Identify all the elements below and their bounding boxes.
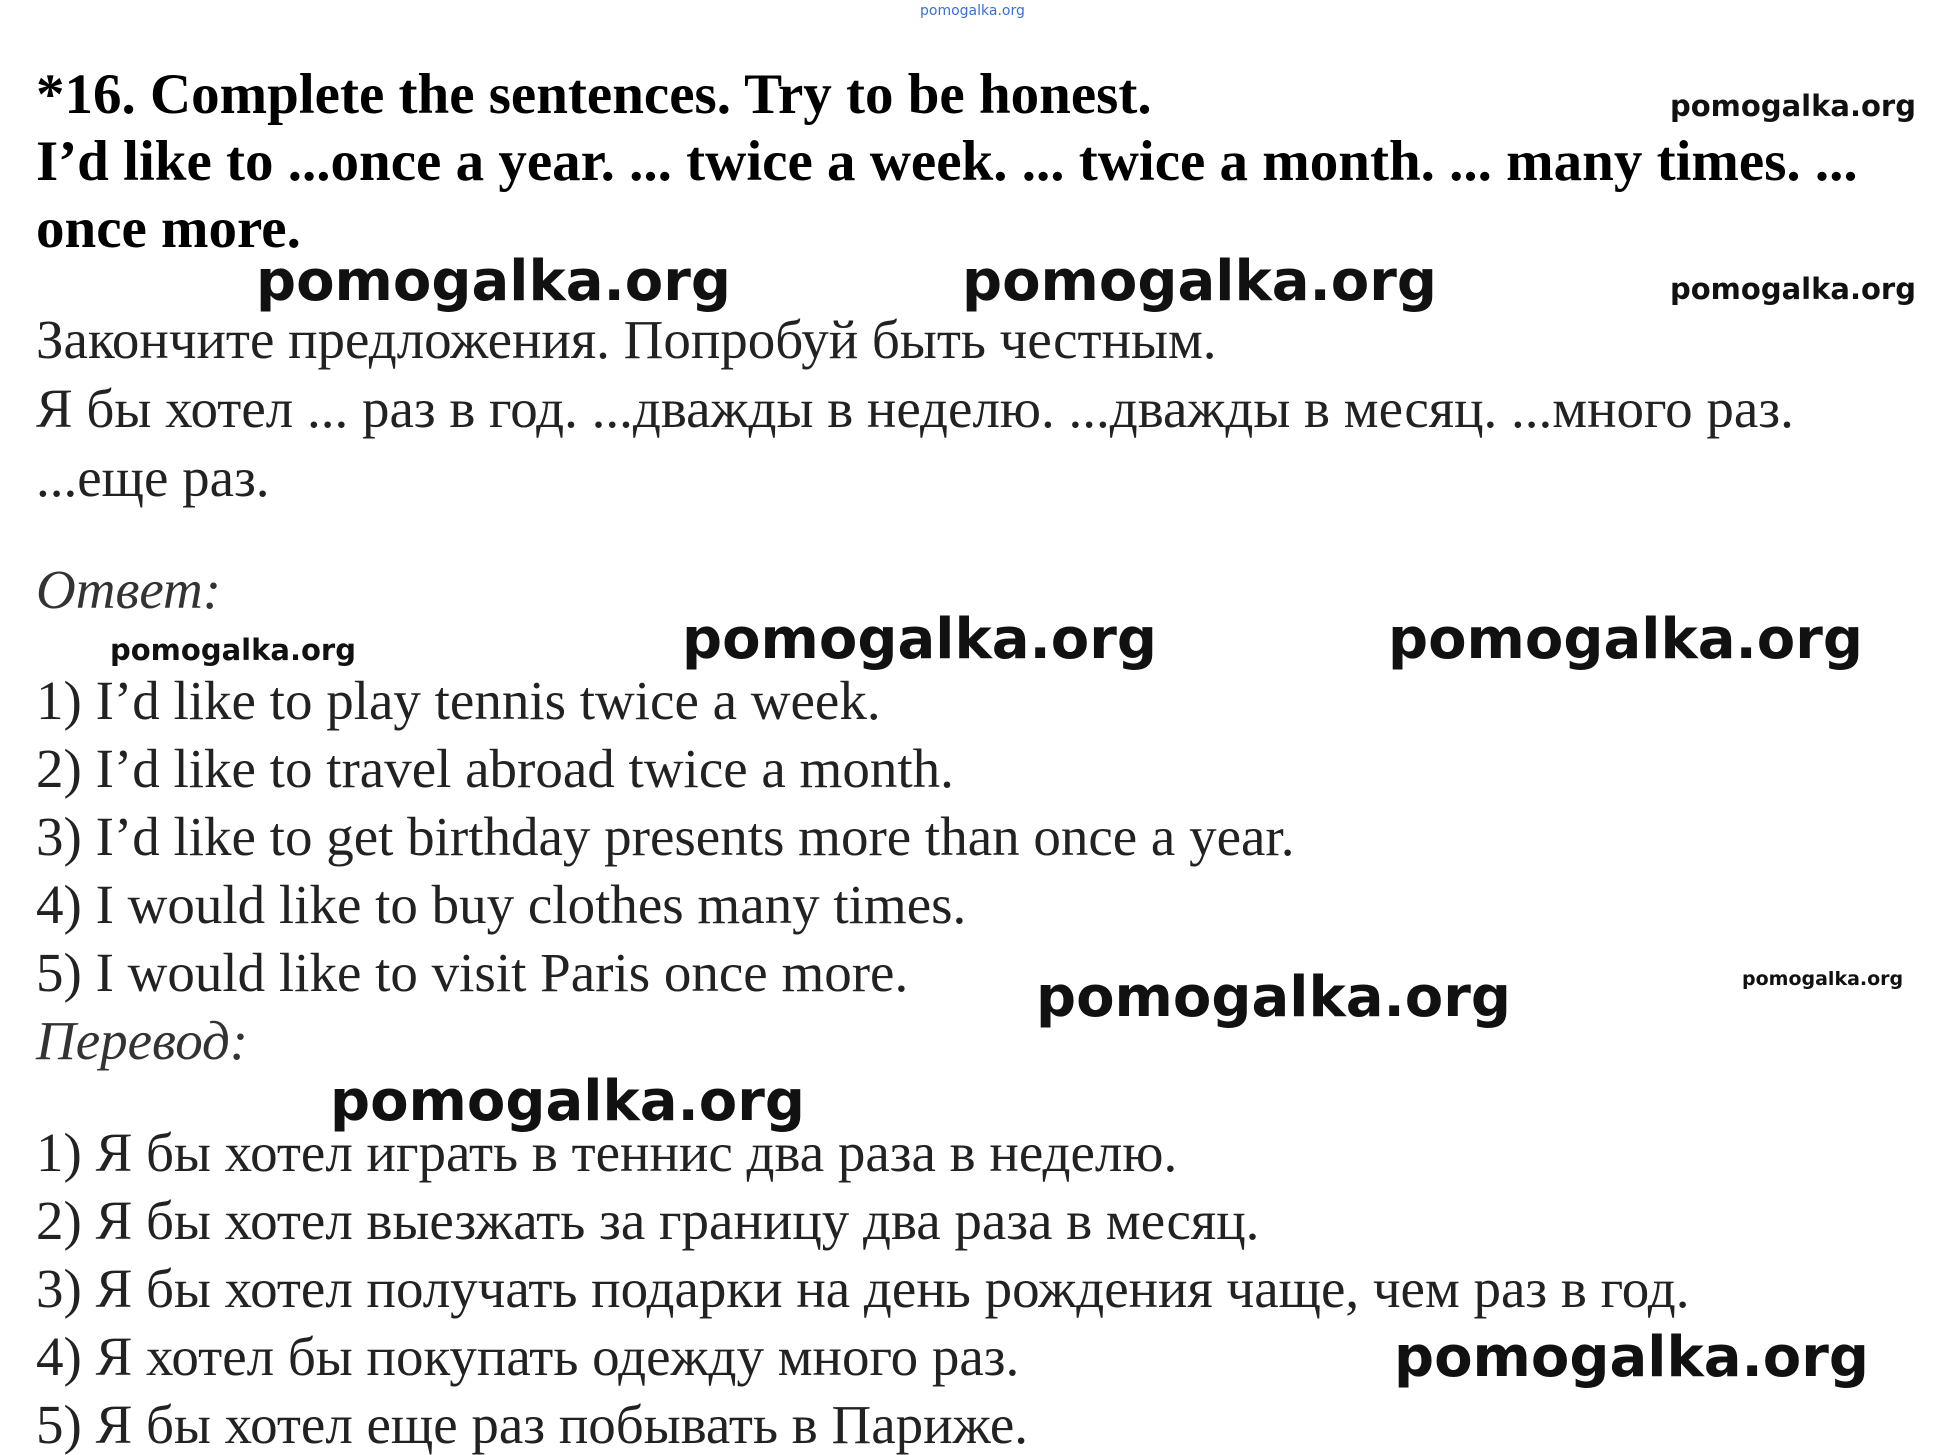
watermark: pomogalka.org: [110, 633, 356, 667]
translation-label: Перевод:: [36, 1010, 249, 1071]
watermark: pomogalka.org: [962, 249, 1437, 314]
answer-label: Ответ:: [36, 559, 222, 620]
watermark: pomogalka.org: [330, 1069, 805, 1134]
answer-item-1: 1) I’d like to play tennis twice a week.: [36, 670, 881, 731]
watermark: pomogalka.org: [256, 249, 731, 314]
watermark: pomogalka.org: [1670, 89, 1916, 123]
watermark: pomogalka.org: [682, 607, 1157, 672]
watermark: pomogalka.org: [1388, 607, 1863, 672]
header-watermark: pomogalka.org: [920, 3, 1025, 19]
translation-item-3: 3) Я бы хотел получать подарки на день рождения чаще, чем раз в год.: [36, 1258, 1690, 1319]
answer-item-5: 5) I would like to visit Paris once more.: [36, 942, 909, 1003]
answer-item-3: 3) I’d like to get birthday presents more than once a year.: [36, 806, 1295, 867]
translation-item-2: 2) Я бы хотел выезжать за границу два раза в месяц.: [36, 1190, 1260, 1251]
answer-item-4: 4) I would like to buy clothes many times.: [36, 874, 967, 935]
task-translation-line-3: ...еще раз.: [36, 447, 270, 508]
task-translation-line-2: Я бы хотел ... раз в год. ...дважды в неделю. ...дважды в месяц. ...много раз.: [36, 378, 1794, 439]
translation-item-5: 5) Я бы хотел еще раз побывать в Париже.: [36, 1394, 1029, 1455]
watermark: pomogalka.org: [1670, 272, 1916, 306]
task-title: *16. Complete the sentences. Try to be honest.: [36, 63, 1152, 126]
task-translation-line-1: Закончите предложения. Попробуй быть честным.: [36, 309, 1217, 370]
translation-item-4: 4) Я хотел бы покупать одежду много раз.: [36, 1326, 1020, 1387]
watermark: pomogalka.org: [1036, 965, 1511, 1030]
watermark: pomogalka.org: [1394, 1325, 1869, 1390]
task-line-3: once more.: [36, 197, 301, 260]
watermark: pomogalka.org: [1742, 968, 1904, 990]
answer-item-2: 2) I’d like to travel abroad twice a month.: [36, 738, 954, 799]
translation-item-1: 1) Я бы хотел играть в теннис два раза в неделю.: [36, 1122, 1178, 1183]
task-line-2: I’d like to ...once a year. ... twice a week. ... twice a month. ... many times. ...: [36, 130, 1858, 193]
